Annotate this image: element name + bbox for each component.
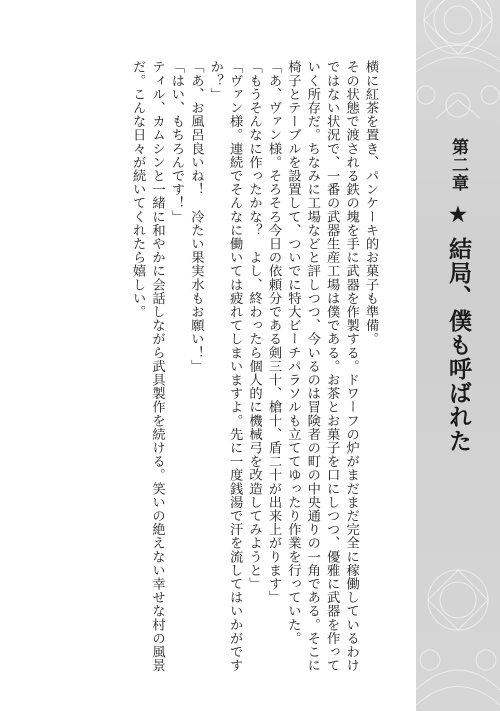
- paragraph: 横に紅茶を置き、パンケーキ的お菓子も準備。: [363, 60, 378, 346]
- paragraph: その状態で渡される鉄の塊を手に武器を作製する。ドワーフの炉がまだまだ完全に稼働しているわけではない状況で、一番の武器生産工場は僕である。お茶とお菓子を口にしつつ、優雅に武器を作っていく所存だ。ちなみに工場などと評しつつ、今いるのは冒険者の町の中央通りの一角である。そこに椅子とテーブルを設置して、ついでに特大ビーチパラソルも立ててゆったり作業を行っていた。: [285, 60, 359, 672]
- chapter-heading: [426, 138, 490, 453]
- dialog-line: 「あ、お風呂良いね！ 冷たい果実水もお願い！」: [188, 60, 204, 373]
- chapter-side-strip: [416, 0, 500, 711]
- paragraph: ティル、カムシンと一緒に和やかに会話しながら武具製作を続ける。笑いの絶えない幸せな村の風景だ。こんな日々が続いてくれたら嬉しい。: [130, 60, 165, 672]
- body-text: [30, 60, 380, 672]
- dialog-line: 「ヴァン様。連続でそんなに働いては疲れてしまいますよ。先に一度銭湯で汗を流してはいかがですか？」: [207, 60, 243, 672]
- chapter-title: 結局、僕も呼ばれた: [445, 237, 472, 453]
- dialog-line: 「あ、ヴァン様。そろそろ今日の依頼分である剣三十、槍十、盾二十が出来上がります」: [265, 60, 281, 604]
- dialog-line: 「もうそんなに作ったかな？ よし、終わったら個人的に機械弓を改造してみようと」: [246, 60, 262, 591]
- star-icon: ★: [446, 202, 470, 227]
- chapter-number: 第二章: [448, 138, 468, 192]
- dialog-line: 「はい、もちろんです！」: [168, 60, 184, 224]
